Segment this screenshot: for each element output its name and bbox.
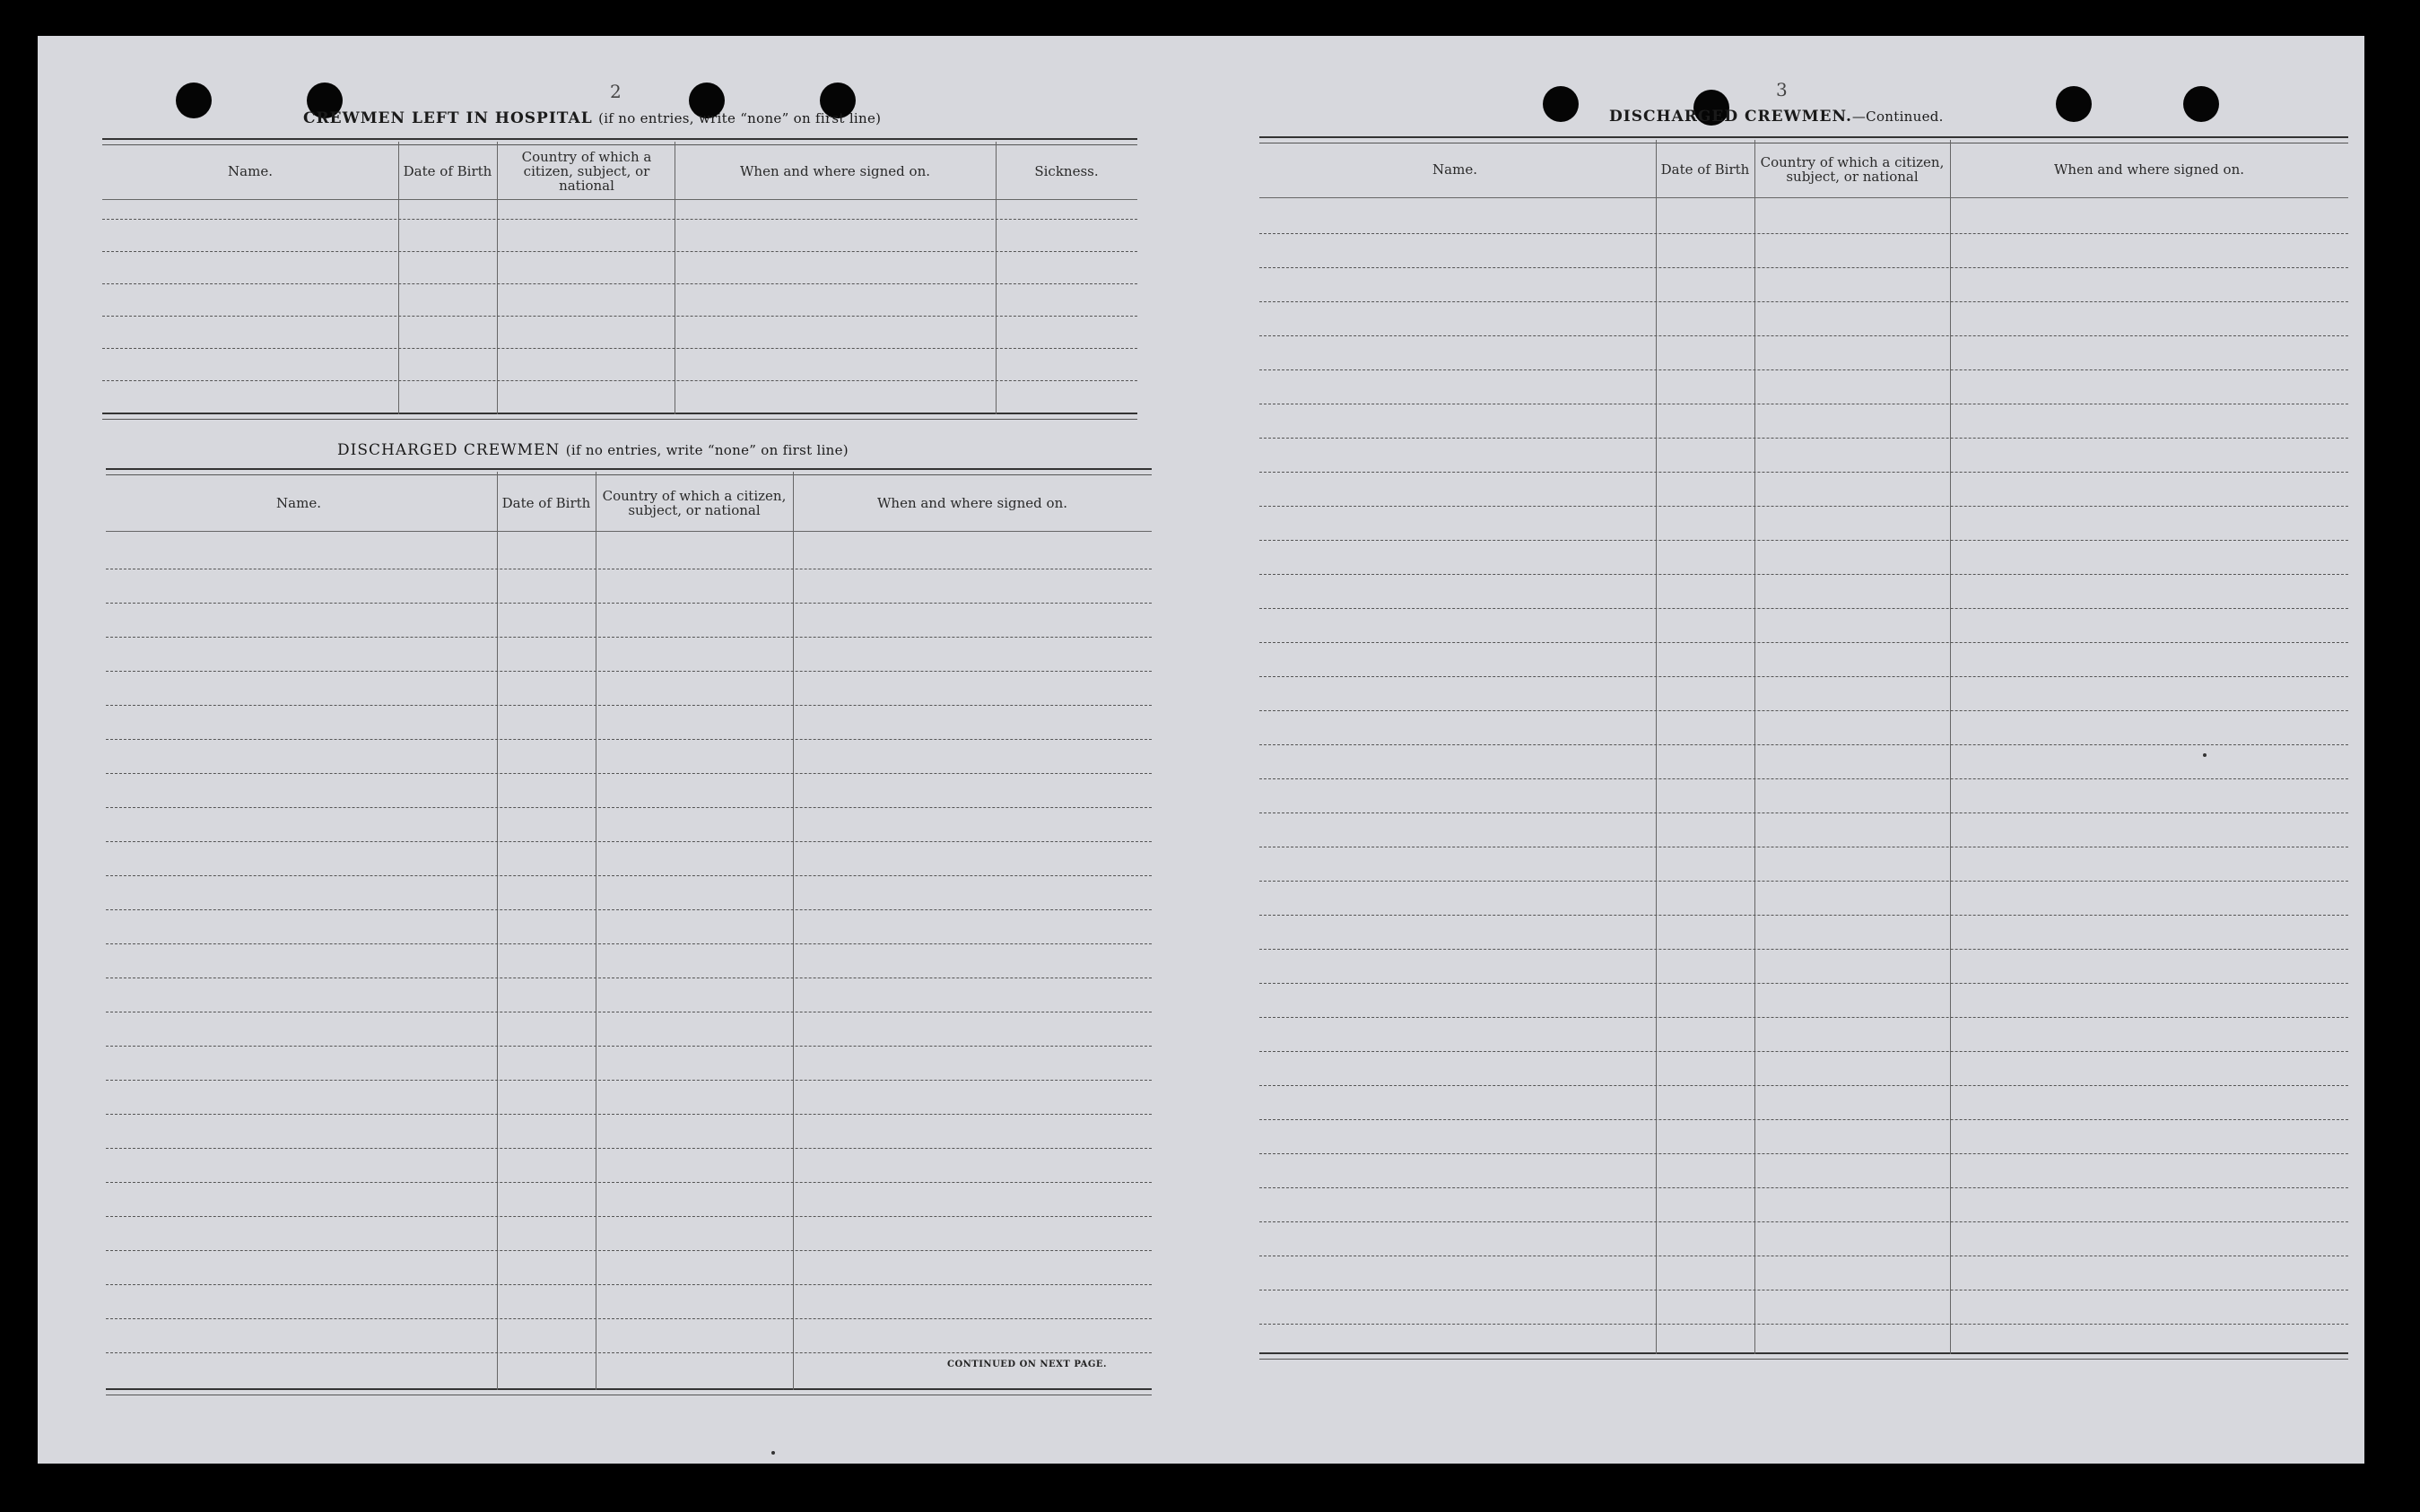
entry-line: [106, 671, 1152, 672]
entry-line: [1259, 676, 2348, 677]
entry-line: [106, 1046, 1152, 1047]
entry-line: [106, 705, 1152, 706]
entry-line: [102, 348, 1137, 349]
entry-line: [1259, 267, 2348, 268]
entry-line: [102, 316, 1137, 317]
entry-line: [102, 283, 1137, 284]
speck-mark: [771, 1451, 775, 1455]
entry-line: [1259, 608, 2348, 609]
speck-mark: [2203, 753, 2207, 757]
entry-line: [1259, 1085, 2348, 1086]
punch-hole: [176, 83, 212, 118]
entry-line: [106, 1114, 1152, 1115]
entry-line: [106, 603, 1152, 604]
entry-line: [1259, 369, 2348, 370]
entry-line: [106, 1216, 1152, 1217]
discharged-table-left: [106, 468, 1152, 1410]
entry-line: [106, 1080, 1152, 1081]
entry-line: [106, 1148, 1152, 1149]
page-number-left: 2: [610, 81, 622, 102]
entry-line: [106, 1284, 1152, 1285]
punch-hole: [2056, 86, 2092, 122]
entry-line: [106, 909, 1152, 910]
column-header-sickness: Sickness.: [1034, 163, 1099, 179]
entry-line: [106, 1182, 1152, 1183]
column-header-name: Name.: [228, 163, 273, 179]
entry-line: [106, 1318, 1152, 1319]
hospital-section-title: CREWMEN LEFT IN HOSPITAL (if no entries, write “none” on first line): [303, 109, 882, 127]
column-header-country: Country of which a citizen, subject, or national: [602, 488, 787, 518]
entry-line: [1259, 642, 2348, 643]
entry-line: [1259, 506, 2348, 507]
column-header-signed-on: When and where signed on.: [2053, 161, 2244, 178]
entry-line: [106, 841, 1152, 842]
entry-line: [1259, 881, 2348, 882]
column-header-signed-on: When and where signed on.: [739, 163, 930, 179]
entry-line: [1259, 949, 2348, 950]
punch-hole: [1543, 86, 1579, 122]
discharged-table-right: [1259, 136, 2348, 1410]
entry-line: [106, 1250, 1152, 1251]
entry-line: [1259, 540, 2348, 541]
page-number-right: 3: [1776, 79, 1788, 100]
entry-line: [1259, 301, 2348, 302]
column-header-date-of-birth: Date of Birth: [501, 495, 591, 511]
entry-line: [1259, 1017, 2348, 1018]
entry-line: [1259, 744, 2348, 745]
entry-line: [102, 219, 1137, 220]
column-header-date-of-birth: Date of Birth: [1660, 161, 1750, 178]
entry-line: [1259, 983, 2348, 984]
entry-line: [106, 1352, 1152, 1353]
entry-line: [106, 943, 1152, 944]
continued-note: CONTINUED ON NEXT PAGE.: [947, 1360, 1108, 1369]
form-sheet: [38, 36, 2364, 1464]
entry-line: [106, 875, 1152, 876]
entry-line: [106, 637, 1152, 638]
entry-line: [1259, 1324, 2348, 1325]
entry-line: [106, 807, 1152, 808]
column-header-name: Name.: [1432, 161, 1477, 178]
entry-line: [1259, 1221, 2348, 1222]
entry-line: [1259, 1119, 2348, 1120]
entry-line: [102, 380, 1137, 381]
hospital-table: [102, 138, 1137, 420]
entry-line: [102, 251, 1137, 252]
entry-line: [1259, 1051, 2348, 1052]
punch-hole: [2183, 86, 2219, 122]
column-header-signed-on: When and where signed on.: [876, 495, 1067, 511]
column-header-name: Name.: [276, 495, 321, 511]
entry-line: [1259, 778, 2348, 779]
discharged-section-title: DISCHARGED CREWMEN (if no entries, write “none” on first line): [337, 441, 849, 459]
column-header-country: Country of which a citizen, subject, or national: [1760, 154, 1945, 185]
entry-line: [1259, 335, 2348, 336]
entry-line: [1259, 1187, 2348, 1188]
entry-line: [1259, 710, 2348, 711]
entry-line: [1259, 1153, 2348, 1154]
entry-line: [1259, 915, 2348, 916]
entry-line: [1259, 438, 2348, 439]
entry-line: [1259, 574, 2348, 575]
entry-line: [1259, 233, 2348, 234]
column-header-country: Country of which a citizen, subject, or national: [521, 149, 652, 194]
entry-line: [106, 773, 1152, 774]
entry-line: [1259, 472, 2348, 473]
column-header-date-of-birth: Date of Birth: [403, 163, 492, 179]
entry-line: [1259, 812, 2348, 813]
discharged-continued-title: DISCHARGED CREWMEN.—Continued.: [1609, 108, 1944, 126]
entry-line: [106, 739, 1152, 740]
